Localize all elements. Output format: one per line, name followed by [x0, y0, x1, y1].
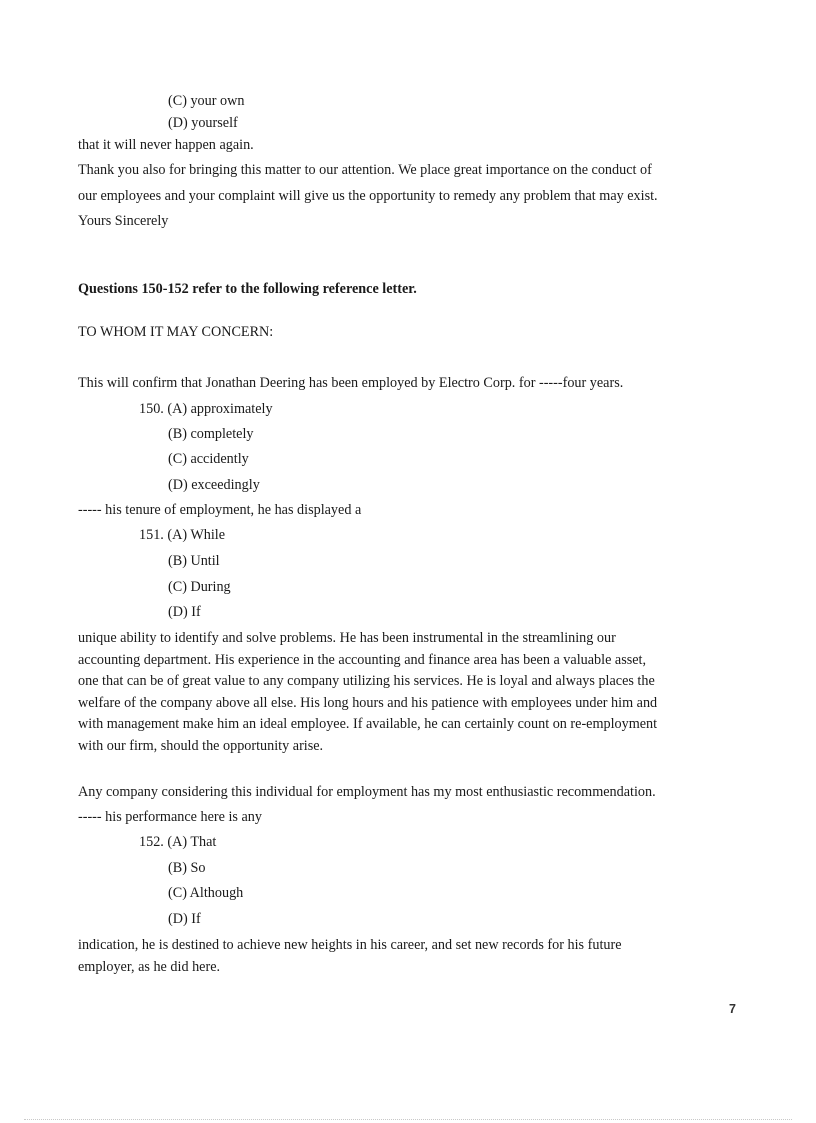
q152-option-c: (C) Although: [168, 885, 244, 901]
closing: Yours Sincerely: [78, 213, 169, 229]
q152-option-a: 152. (A) That: [139, 834, 217, 850]
q150-option-d: (D) exceedingly: [168, 477, 260, 493]
q150-option-a: 150. (A) approximately: [139, 401, 273, 417]
paragraph-line-2: accounting department. His experience in the accounting and finance area has been a valuable asset,: [78, 652, 647, 668]
option-c-your-own: (C) your own: [168, 93, 245, 109]
option-d-yourself: (D) yourself: [168, 115, 238, 131]
q152-option-d: (D) If: [168, 911, 201, 927]
recommendation: Any company considering this individual for employment has my most enthusiastic recommendation.: [78, 784, 656, 800]
page-number: 7: [729, 1002, 736, 1016]
intro-line-3: our employees and your complaint will give us the opportunity to remedy any problem that may exist.: [78, 188, 658, 204]
q151-option-b: (B) Until: [168, 553, 220, 569]
paragraph-line-6: with our firm, should the opportunity arise.: [78, 738, 324, 754]
paragraph-line-5: with management make him an ideal employee. If available, he can certainly count on re-employment: [78, 716, 658, 732]
q151-option-c: (C) During: [168, 579, 231, 595]
intro-line-2: Thank you also for bringing this matter to our attention. We place great importance on the conduct of: [78, 162, 652, 178]
q152-option-b: (B) So: [168, 860, 206, 876]
q151-option-a: 151. (A) While: [139, 527, 226, 543]
intro-line-1: that it will never happen again.: [78, 137, 254, 153]
paragraph-line-1: unique ability to identify and solve problems. He has been instrumental in the streamlining our: [78, 630, 616, 646]
paragraph-line-4: welfare of the company above all else. His long hours and his patience with employees under him and: [78, 695, 658, 711]
q150-option-c: (C) accidently: [168, 451, 249, 467]
final-line-1: indication, he is destined to achieve new heights in his career, and set new records for his future: [78, 937, 622, 953]
q151-option-d: (D) If: [168, 604, 201, 620]
sentence-1: This will confirm that Jonathan Deering has been employed by Electro Corp. for -----four years.: [78, 375, 624, 391]
sentence-2: ----- his tenure of employment, he has displayed a: [78, 502, 362, 518]
q150-option-b: (B) completely: [168, 426, 254, 442]
final-line-2: employer, as he did here.: [78, 959, 221, 975]
paragraph-line-3: one that can be of great value to any company utilizing his services. He is loyal and always places the: [78, 673, 655, 689]
page-bottom-divider: [24, 1119, 792, 1120]
sentence-3: ----- his performance here is any: [78, 809, 262, 825]
salutation: TO WHOM IT MAY CONCERN:: [78, 324, 274, 340]
section-heading: Questions 150-152 refer to the following reference letter.: [78, 281, 417, 297]
